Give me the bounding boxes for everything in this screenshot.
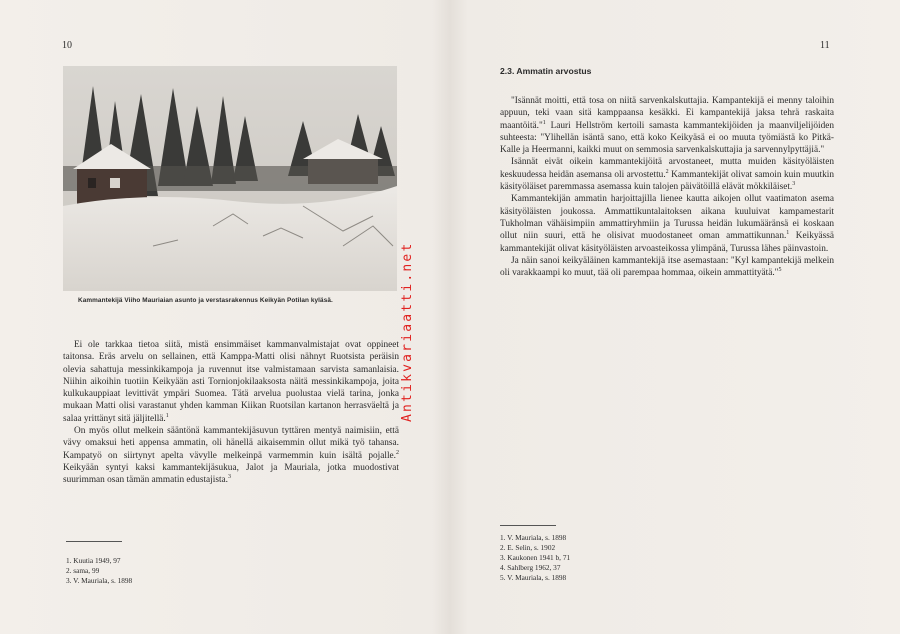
paragraph-text: Kammantekijän ammatin harjoittajilla lienee kautta aikojen ollut vaatimaton asema käsityöläisten joukossa. Ammattikuntalaitoksen aikana kuuluivat kampamestarit Tukholman vähäisimpiin ammattiryhmiin ja Turussa heidän lukumääränsä ei koskaan ollut niin suuri, että he olisivat muodostaneet oman ammattikunnan. <box>500 194 834 242</box>
page-number-right: 11 <box>820 40 830 51</box>
page-number-left: 10 <box>62 40 72 51</box>
footnote-ref[interactable]: 1 <box>165 412 169 419</box>
paragraph-text: Lauri Hellström kertoili samasta kammantekijöiden ja maanviljelijöiden suhteesta: "Ylihellän isäntä sano, että koko Keikyäsä ei oo muuta työmiästä ko Pitkä-Kalle ja Heermanni, kaikki muut on semmosia sarvenkalskuttajia ja sarvennylpyttäjiä." <box>500 120 834 156</box>
footnote-ref[interactable]: 2 <box>396 449 399 456</box>
right-body-text <box>500 95 834 279</box>
footnote-ref[interactable]: 5 <box>778 267 782 274</box>
paragraph <box>63 339 399 425</box>
footnote-ref[interactable]: 3 <box>227 474 231 481</box>
paragraph <box>500 193 834 254</box>
paragraph-text: Ja näin sanoi keikyäläinen kammantekijä itse asemastaan: "Kyl kampantekijä melkein oli varakkaampi ko muut, tää oli parempaa hommaa, oikein ammattityätä." <box>500 255 834 279</box>
footnote: 3. Kaukonen 1941 b, 71 <box>500 553 571 562</box>
footnotes-right <box>500 533 570 583</box>
paragraph <box>500 255 834 280</box>
footnotes-left <box>66 556 132 586</box>
footnote: 1. Kuutia 1949, 97 <box>66 556 121 565</box>
photo-illustration <box>63 66 397 291</box>
paragraph-text: Keikyässä kammantekijät olivat käsityöläisten arvoasteikossa ylimpänä, Turussa lähes päinvastoin. <box>500 231 834 254</box>
paragraph <box>63 425 399 486</box>
paragraph-text: Ei ole tarkkaa tietoa siitä, mistä ensimmäiset kammanvalmistajat ovat oppineet taitonsa. Eräs arvelu on sellainen, että Kamppa-Matti olisi nähnyt Ruotsista peräisin olevia sahattuja messinkikampoja ja ruvennut itse valmistamaan sarvista samanlaisia. Niihin aikoihin tuotiin Keikyään asti Tornionjokilaaksosta näitä messinkikampoja, joita kulkukauppiaat levittivät ympäri Suomea. Tätä arvelua puolustaa vielä tarina, jonka mukaan Matti olisi varastanut yhden kamman Kiikan Ruotsilan kartanon herrasväeltä ja salaa yrittänyt sitä jäljitellä. <box>63 340 399 424</box>
watermark <box>400 232 414 432</box>
right-page <box>450 0 900 634</box>
paragraph-text: "Isännät moitti, että tosa on niitä sarvenkalskuttajia. Kampantekijä ei menny taloihin appuun, teki vaan sitä kamppaansa kesäkki. Ei kampantekijä jaksa tehrä raskaita maantöitä." <box>500 96 834 131</box>
footnote: 1. V. Mauriala, s. 1898 <box>500 533 567 542</box>
paragraph <box>500 156 834 193</box>
photo-snowy-house <box>63 66 397 291</box>
footnote-ref[interactable]: 1 <box>542 119 546 126</box>
footnote: 2. E. Selin, s. 1902 <box>500 543 556 552</box>
footnote-ref[interactable]: 3 <box>792 180 796 187</box>
photo-caption: Kammantekijä Viiho Mauriaian asunto ja verstasrakennus Keikyän Potilan kyläsä. <box>78 297 333 304</box>
paragraph <box>500 95 834 156</box>
footnote-divider <box>500 525 556 526</box>
footnote-ref[interactable]: 2 <box>665 168 669 175</box>
watermark-text: Antikvariaatti.net <box>400 241 415 422</box>
footnote-divider <box>66 541 122 542</box>
paragraph-text: On myös ollut melkein sääntönä kammantekijäsuvun tyttären mentyä naimisiin, että vävy omaksui heti appensa ammatin, oli hänellä aikaisemmin ollut mikä työ tahansa. Kampatyö on siirtynyt apelta vävylle melkeinpä varmemmin kuin isältä pojalle. <box>63 426 399 461</box>
footnote: 4. Sahlberg 1962, 37 <box>500 563 561 572</box>
footnote: 3. V. Mauriala, s. 1898 <box>66 576 133 585</box>
paragraph-text: Keikyään syntyi kaksi kammantekijäsukua, Jalot ja Mauriala, jotka muodostivat suurimman osan tämän ammatin edustajista. <box>63 462 399 486</box>
left-body-text <box>63 339 399 487</box>
section-heading: 2.3. Ammatin arvostus <box>500 66 592 76</box>
paragraph-text: Kammantekijät olivat samoin kuin muutkin käsityöläiset paremmassa asemassa kuin talojen päivätöillä elävät mökkiläiset. <box>500 169 834 193</box>
footnote: 2. sama, 99 <box>66 566 100 575</box>
paragraph-text: Isännät eivät oikein kammantekijöitä arvostaneet, mutta muiden käsityöläisten keskuudessa heidän asemansa oli arvostettu. <box>500 157 834 180</box>
footnote: 5. V. Mauriala, s. 1898 <box>500 573 567 582</box>
footnote-ref[interactable]: 1 <box>786 230 790 237</box>
